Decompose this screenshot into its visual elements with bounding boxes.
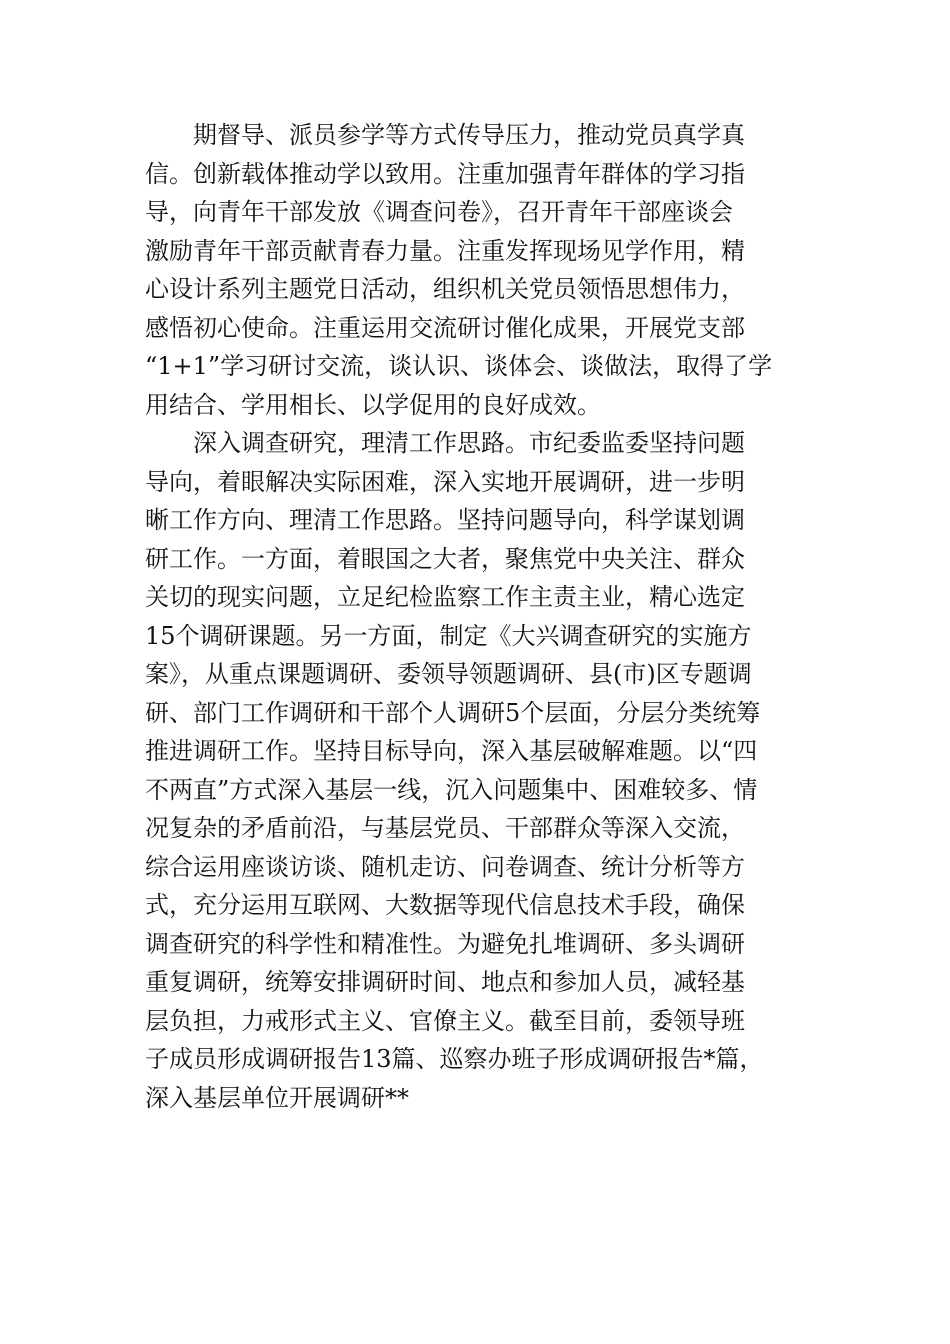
text-line: “1+1”学习研讨交流，谈认识、谈体会、谈做法，取得了学 — [145, 352, 773, 380]
text-line: 案》，从重点课题调研、委领导领题调研、县(市)区专题调 — [145, 660, 752, 688]
text-line: 深入基层单位开展调研** — [145, 1083, 409, 1112]
text-line: 调查研究的科学性和精准性。为避免扎堆调研、多头调研 — [145, 929, 745, 958]
text-line: 重复调研，统筹安排调研时间、地点和参加人员，减轻基 — [145, 968, 745, 996]
text-line: 层负担，力戒形式主义、官僚主义。截至目前，委领导班 — [145, 1006, 745, 1035]
text-line: 15个调研课题。另一方面，制定《大兴调查研究的实施方 — [145, 621, 752, 650]
text-line: 导向，着眼解决实际困难，深入实地开展调研，进一步明 — [145, 467, 745, 496]
text-line: 子成员形成调研报告13篇、巡察办班子形成调研报告*篇， — [145, 1045, 764, 1073]
text-line: 式，充分运用互联网、大数据等现代信息技术手段，确保 — [145, 891, 745, 919]
text-line: 关切的现实问题，立足纪检监察工作主责主业，精心选定 — [145, 583, 745, 611]
text-line: 况复杂的矛盾前沿，与基层党员、干部群众等深入交流， — [145, 814, 745, 842]
text-line: 推进调研工作。坚持目标导向，深入基层破解难题。以“四 — [145, 737, 758, 765]
text-line: 综合运用座谈访谈、随机走访、问卷调查、统计分析等方 — [145, 852, 745, 881]
paragraph-2 — [145, 424, 810, 1117]
text-line: 激励青年干部贡献青春力量。注重发挥现场见学作用，精 — [145, 236, 745, 265]
text-line: 信。创新载体推动学以致用。注重加强青年群体的学习指 — [145, 159, 745, 188]
text-line: 用结合、学用相长、以学促用的良好成效。 — [145, 390, 601, 419]
text-line: 研、部门工作调研和干部个人调研5个层面，分层分类统筹 — [145, 698, 761, 727]
text-line: 晰工作方向、理清工作思路。坚持问题导向，科学谋划调 — [145, 506, 745, 534]
text-line: 感悟初心使命。注重运用交流研讨催化成果，开展党支部 — [145, 313, 745, 342]
text-line: 期督导、派员参学等方式传导压力，推动党员真学真 — [193, 121, 745, 149]
paragraph-1 — [145, 116, 810, 424]
text-line: 心设计系列主题党日活动，组织机关党员领悟思想伟力， — [145, 275, 745, 303]
text-line: 深入调查研究，理清工作思路。市纪委监委坚持问题 — [193, 429, 745, 457]
text-line: 导，向青年干部发放《调查问卷》，召开青年干部座谈会 — [145, 198, 733, 226]
text-line: 研工作。一方面，着眼国之大者，聚焦党中央关注、群众 — [145, 544, 745, 573]
document-body — [145, 116, 810, 1117]
text-line: 不两直”方式深入基层一线，沉入问题集中、困难较多、情 — [145, 775, 758, 804]
